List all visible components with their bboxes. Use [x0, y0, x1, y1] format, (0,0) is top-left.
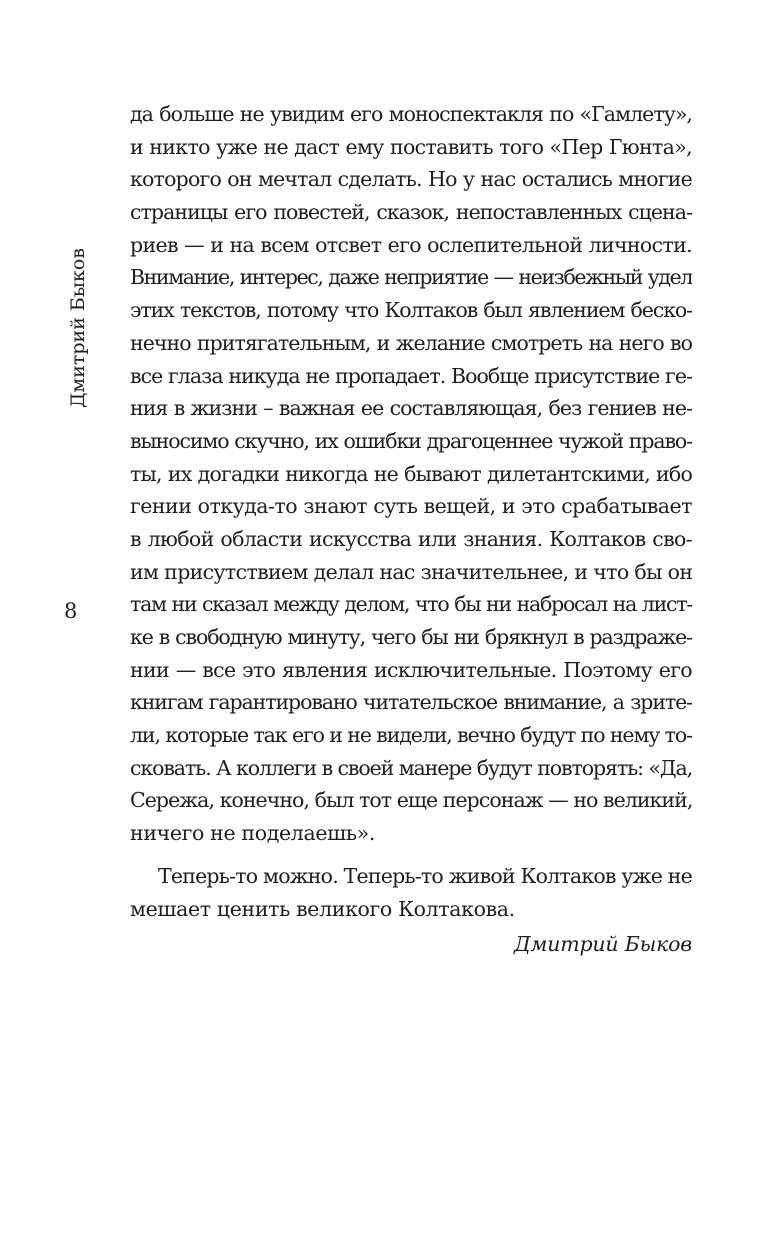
paragraph-1	[130, 98, 692, 850]
running-head	[62, 100, 94, 409]
text-line: ния в жизни – важная ее составляющая, без гениев не-	[130, 396, 692, 421]
text-line: в любой области искусства или знания. Колтаков сво-	[130, 526, 692, 551]
text-line: мешает ценить великого Колтакова.	[130, 896, 515, 921]
text-line: риев — и на всем отсвет его ослепительной личности.	[130, 232, 692, 257]
body-text	[130, 98, 692, 925]
text-line: ничего не поделаешь».	[130, 821, 375, 846]
text-line: нечно притягательным, и желание смотреть на него во	[130, 330, 692, 355]
text-line: нии — все это явления исключительные. Поэтому его	[130, 657, 692, 682]
text-line: гении откуда-то знают суть вещей, и это срабатывает	[130, 494, 692, 519]
text-line: этих текстов, потому что Колтаков был явлением беско-	[130, 298, 692, 323]
text-line: и никто уже не даст ему поставить того «Пер Гюнта»,	[130, 134, 692, 159]
paragraph-gap	[130, 850, 692, 860]
text-line: ты, их догадки никогда не бывают дилетантскими, ибо	[130, 461, 692, 486]
text-line: да больше не увидим его моноспектакля по «Гамлету»,	[130, 102, 692, 126]
text-line: выносимо скучно, их ошибки драгоценнее чужой право-	[130, 428, 692, 453]
text-line: которого он мечтал сделать. Но у нас остались многие	[130, 167, 692, 192]
text-line: Теперь-то можно. Теперь-то живой Колтаков уже не	[158, 863, 692, 888]
running-head-author: Дмитрий Быков	[67, 248, 89, 409]
text-line: ке в свободную минуту, чего бы ни брякнул в раздраже-	[130, 625, 692, 649]
text-line: Сережа, конечно, был тот еще персонаж — но великий,	[130, 788, 692, 813]
page-number: 8	[64, 599, 78, 623]
text-line: книгам гарантировано читательское внимание, а зрите-	[130, 690, 692, 715]
text-line: Внимание, интерес, даже неприятие — неизбежный удел	[130, 265, 692, 290]
text-line: ли, которые так его и не видели, вечно будут по нему то-	[130, 723, 692, 748]
text-line: им присутствием делал нас значительнее, и что бы он	[130, 559, 692, 584]
text-line: сковать. А коллеги в своей манере будут повторять: «Да,	[130, 755, 692, 780]
paragraph-2	[130, 860, 692, 925]
text-line: там ни сказал между делом, что бы ни набросал на лист-	[130, 592, 692, 617]
author-signature: Дмитрий Быков	[513, 932, 692, 956]
text-line: все глаза никуда не пропадает. Вообще присутствие ге-	[130, 363, 692, 388]
text-line: страницы его повестей, сказок, непоставленных сцена-	[130, 200, 692, 225]
